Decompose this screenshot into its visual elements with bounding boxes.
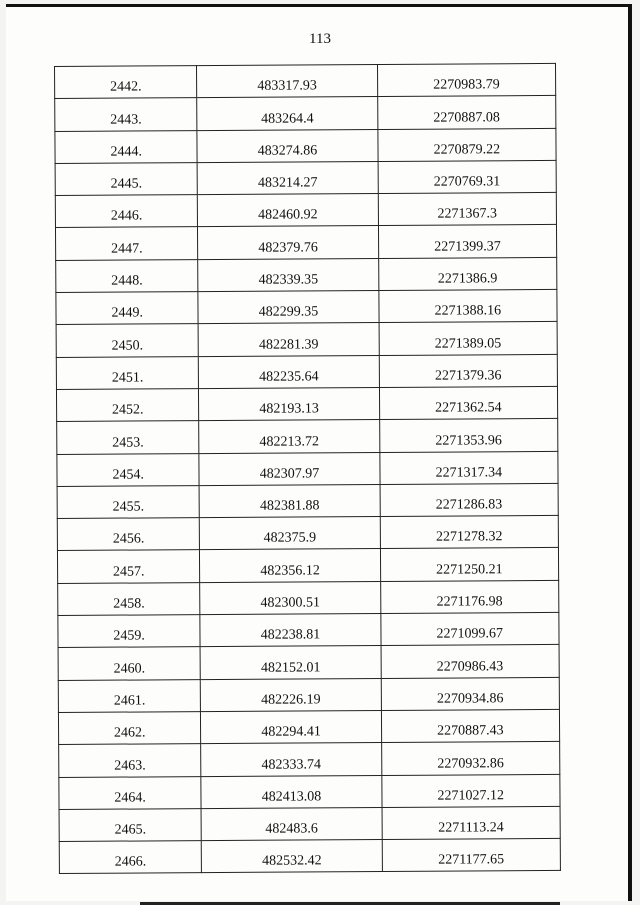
x-coordinate-cell: 482193.13 (199, 387, 379, 420)
x-coordinate-cell: 483274.86 (197, 129, 377, 162)
y-coordinate-cell: 2270769.31 (378, 160, 557, 193)
x-coordinate-cell: 482294.41 (201, 710, 381, 743)
point-number-cell: 2466. (59, 841, 202, 874)
point-number-cell: 2442. (55, 66, 198, 99)
point-number-cell: 2453. (57, 421, 200, 454)
point-number-cell: 2463. (59, 744, 202, 777)
x-coordinate-cell: 482532.42 (202, 840, 382, 873)
point-number-cell: 2461. (58, 679, 201, 712)
table-row (55, 193, 556, 228)
point-number-cell: 2450. (56, 324, 199, 357)
point-number-cell: 2457. (57, 550, 200, 583)
table-row (55, 128, 556, 163)
table-row (56, 257, 557, 292)
y-coordinate-cell: 2270986.43 (381, 645, 560, 678)
x-coordinate-cell: 482333.74 (201, 743, 381, 776)
x-coordinate-cell: 482379.76 (198, 226, 378, 259)
page-number: 113 (309, 31, 331, 47)
table-row (56, 290, 557, 325)
y-coordinate-cell: 2271367.3 (378, 193, 557, 226)
point-number-cell: 2443. (55, 98, 198, 131)
y-coordinate-cell: 2271353.96 (379, 419, 558, 452)
point-number-cell: 2459. (58, 615, 201, 648)
point-number-cell: 2458. (58, 582, 201, 615)
table-row (56, 354, 557, 389)
x-coordinate-cell: 482375.9 (200, 517, 380, 550)
x-coordinate-cell: 482356.12 (200, 549, 380, 582)
x-coordinate-cell: 482152.01 (200, 646, 380, 679)
y-coordinate-cell: 2270983.79 (377, 63, 556, 96)
point-number-cell: 2447. (55, 227, 198, 260)
point-number-cell: 2452. (56, 389, 199, 422)
table-row (57, 419, 558, 454)
table-row (57, 548, 558, 583)
table-row (59, 742, 560, 777)
y-coordinate-cell: 2271399.37 (378, 225, 557, 258)
point-number-cell: 2449. (56, 292, 199, 325)
table-row (55, 225, 556, 260)
y-coordinate-cell: 2271386.9 (378, 257, 557, 290)
table-row (55, 96, 556, 131)
table-row (56, 322, 557, 357)
x-coordinate-cell: 482307.97 (199, 452, 379, 485)
table-row (57, 451, 558, 486)
x-coordinate-cell: 482413.08 (201, 775, 381, 808)
table-row (55, 63, 556, 98)
y-coordinate-cell: 2271362.54 (379, 386, 558, 419)
table-row (58, 677, 559, 712)
y-coordinate-cell: 2271286.83 (380, 483, 559, 516)
point-number-cell: 2462. (58, 712, 201, 745)
y-coordinate-cell: 2271176.98 (380, 580, 559, 613)
y-coordinate-cell: 2271389.05 (379, 322, 558, 355)
table-row (57, 483, 558, 518)
y-coordinate-cell: 2271379.36 (379, 354, 558, 387)
table-row (59, 839, 560, 874)
table-row (56, 386, 557, 421)
point-number-cell: 2455. (57, 485, 200, 518)
x-coordinate-cell: 482226.19 (201, 678, 381, 711)
x-coordinate-cell: 483264.4 (197, 97, 377, 130)
table-row (58, 709, 559, 744)
table-row (59, 806, 560, 841)
coordinates-table (54, 63, 561, 874)
table-row (58, 645, 559, 680)
table-row (58, 612, 559, 647)
point-number-cell: 2464. (59, 776, 202, 809)
y-coordinate-cell: 2271027.12 (381, 774, 560, 807)
y-coordinate-cell: 2271177.65 (382, 839, 561, 872)
y-coordinate-cell: 2271113.24 (382, 806, 561, 839)
y-coordinate-cell: 2271099.67 (380, 612, 559, 645)
point-number-cell: 2465. (59, 808, 202, 841)
point-number-cell: 2446. (55, 195, 198, 228)
point-number-cell: 2445. (55, 163, 198, 196)
point-number-cell: 2448. (56, 259, 199, 292)
table-row (58, 580, 559, 615)
point-number-cell: 2444. (55, 130, 198, 163)
coordinates-table-body (55, 63, 561, 873)
x-coordinate-cell: 482381.88 (199, 484, 379, 517)
y-coordinate-cell: 2271317.34 (379, 451, 558, 484)
y-coordinate-cell: 2270887.43 (381, 709, 560, 742)
table-row (55, 160, 556, 195)
y-coordinate-cell: 2270932.86 (381, 742, 560, 775)
x-coordinate-cell: 482238.81 (200, 614, 380, 647)
x-coordinate-cell: 482483.6 (201, 807, 381, 840)
x-coordinate-cell: 482235.64 (199, 355, 379, 388)
y-coordinate-cell: 2271278.32 (380, 516, 559, 549)
x-coordinate-cell: 483317.93 (197, 65, 377, 98)
x-coordinate-cell: 482300.51 (200, 581, 380, 614)
y-coordinate-cell: 2270934.86 (381, 677, 560, 710)
x-coordinate-cell: 483214.27 (197, 161, 377, 194)
x-coordinate-cell: 482299.35 (198, 291, 378, 324)
point-number-cell: 2451. (56, 356, 199, 389)
x-coordinate-cell: 482460.92 (198, 194, 378, 227)
y-coordinate-cell: 2270887.08 (377, 96, 556, 129)
point-number-cell: 2460. (58, 647, 201, 680)
x-coordinate-cell: 482339.35 (198, 258, 378, 291)
y-coordinate-cell: 2270879.22 (378, 128, 557, 161)
table-row (59, 774, 560, 809)
point-number-cell: 2454. (57, 453, 200, 486)
x-coordinate-cell: 482213.72 (199, 420, 379, 453)
point-number-cell: 2456. (57, 518, 200, 551)
table-row (57, 516, 558, 551)
x-coordinate-cell: 482281.39 (198, 323, 378, 356)
y-coordinate-cell: 2271388.16 (379, 290, 558, 323)
y-coordinate-cell: 2271250.21 (380, 548, 559, 581)
